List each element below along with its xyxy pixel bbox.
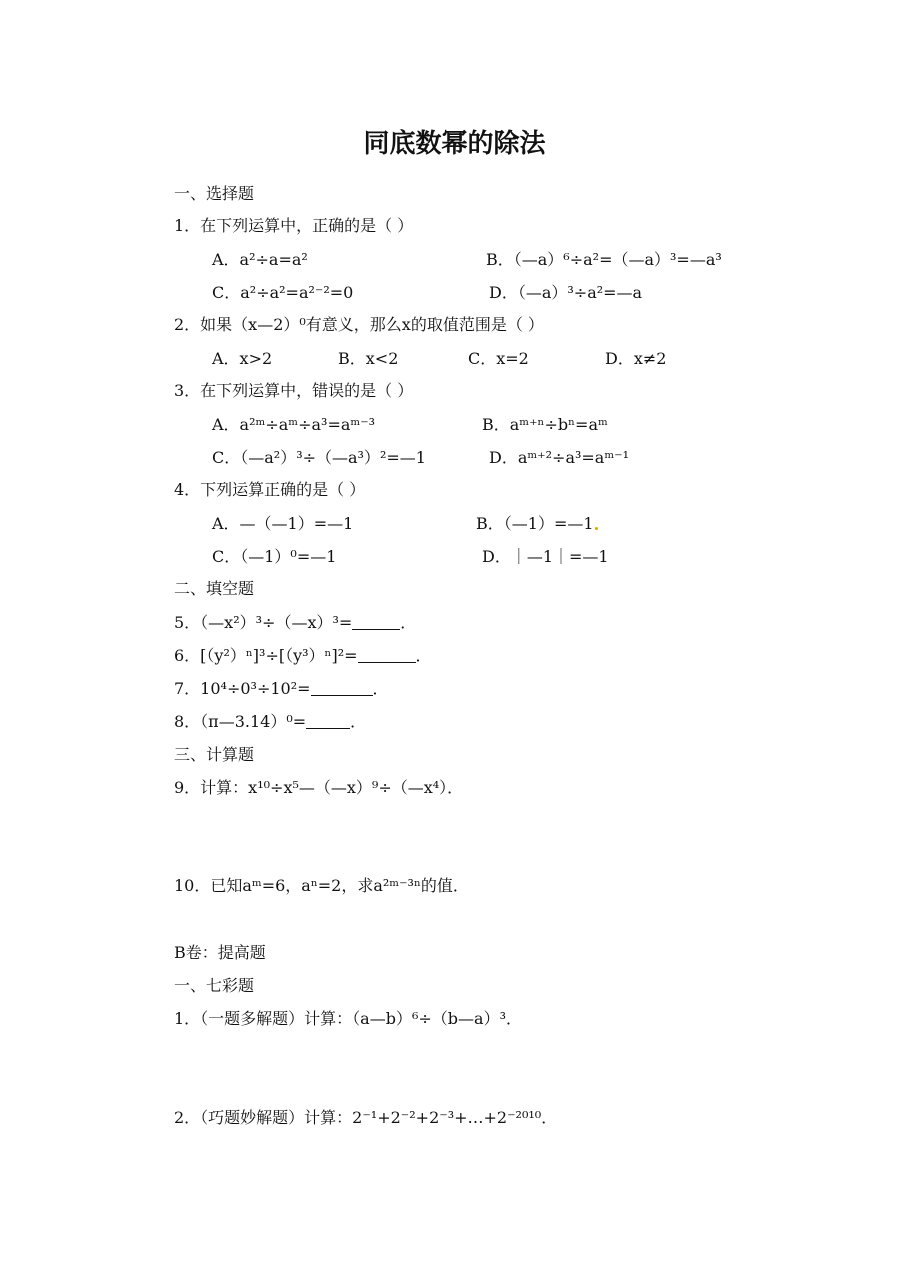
question-2-option-b: B．x<2 <box>338 349 399 368</box>
answer-blank <box>311 681 373 696</box>
question-1-stem: 1．在下列运算中，正确的是（ ） <box>174 216 414 235</box>
page-title: 同底数幂的除法 <box>363 129 546 159</box>
question-2-stem: 2．如果（x—2）⁰有意义，那么x的取值范围是（ ） <box>174 315 544 334</box>
question-1-option-b: B．（—a）⁶÷a²=（—a）³=—a³ <box>486 250 722 269</box>
section-heading-fill: 二、填空题 <box>174 579 255 598</box>
question-3-option-b: B．aᵐ⁺ⁿ÷bⁿ=aᵐ <box>482 415 608 434</box>
section-heading-choice: 一、选择题 <box>174 184 255 203</box>
question-3-option-a: A．a²ᵐ÷aᵐ÷a³=aᵐ⁻³ <box>212 415 376 434</box>
question-10: 10．已知aᵐ=6，aⁿ=2，求a²ᵐ⁻³ⁿ的值． <box>174 876 469 895</box>
question-1-option-d: D．（—a）³÷a²=—a <box>489 283 643 302</box>
part-b-question-2: 2．（巧题妙解题）计算：2⁻¹+2⁻²+2⁻³+…+2⁻²⁰¹⁰． <box>174 1108 558 1127</box>
question-5: 5．（—x²）³÷（—x）³= ． <box>174 613 417 632</box>
question-6: 6．[（y²）ⁿ]³÷[（y³）ⁿ]²= ． <box>174 646 432 665</box>
highlight-dot <box>595 527 598 530</box>
question-1-option-c: C．a²÷a²=a²⁻²=0 <box>212 283 354 302</box>
question-8: 8．（π—3.14）⁰= ． <box>174 712 367 731</box>
answer-blank <box>352 615 400 630</box>
question-1-option-a: A．a²÷a=a² <box>212 250 308 269</box>
answer-blank <box>306 714 350 729</box>
question-2-option-d: D．x≠2 <box>605 349 667 368</box>
question-2-option-a: A．x>2 <box>212 349 273 368</box>
question-2-option-c: C．x=2 <box>468 349 529 368</box>
question-7: 7．10⁴÷0³÷10²= ． <box>174 679 389 698</box>
question-4-stem: 4．下列运算正确的是（ ） <box>174 480 366 499</box>
question-4-option-b: B．（—1）=—1 <box>476 514 599 534</box>
question-4-option-c: C．（—1）⁰=—1 <box>212 547 337 566</box>
question-3-option-d: D．aᵐ⁺²÷a³=aᵐ⁻¹ <box>489 448 630 467</box>
question-3-option-c: C．（—a²）³÷（—a³）²=—1 <box>212 448 426 467</box>
section-heading-calc: 三、计算题 <box>174 745 255 764</box>
question-4-option-d: D．｜—1｜=—1 <box>482 547 609 566</box>
part-b-question-1: 1．（一题多解题）计算：（a—b）⁶÷（b—a）³． <box>174 1009 522 1028</box>
answer-blank <box>358 648 416 663</box>
question-9: 9．计算：x¹⁰÷x⁵—（—x）⁹÷（—x⁴）． <box>174 778 464 797</box>
question-3-stem: 3．在下列运算中，错误的是（ ） <box>174 381 414 400</box>
question-4-option-a: A．—（—1）=—1 <box>212 514 354 533</box>
part-b-title: B卷：提高题 <box>174 943 266 962</box>
section-heading-qicai: 一、七彩题 <box>174 976 255 995</box>
